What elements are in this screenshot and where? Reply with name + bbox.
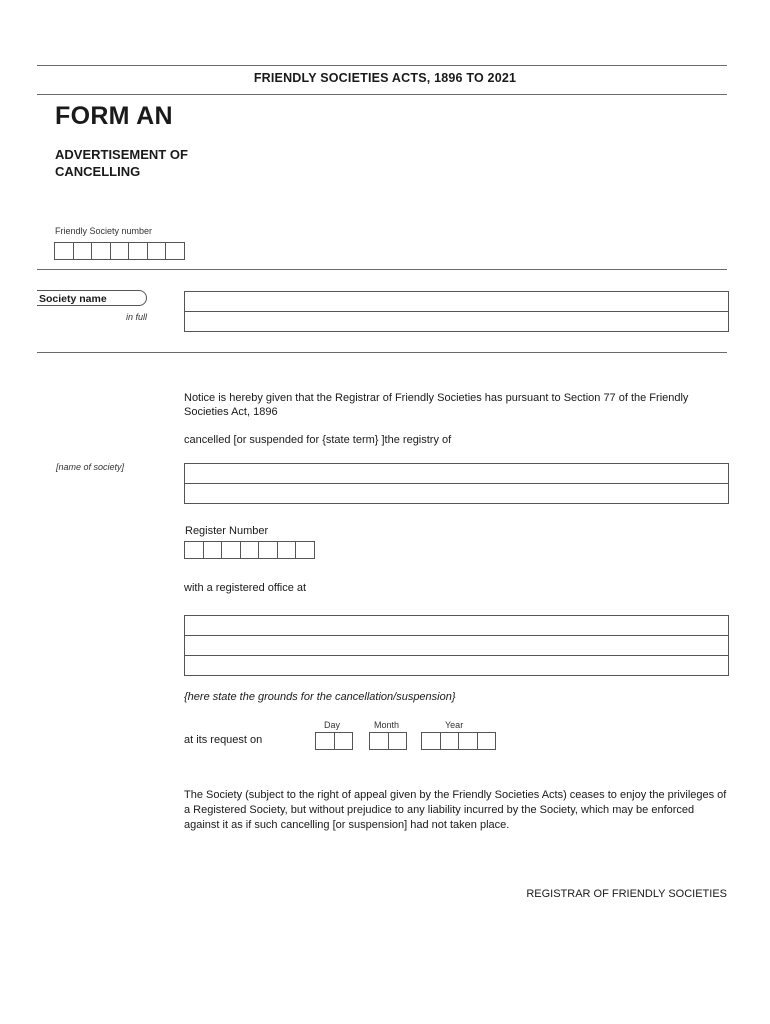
digit-box[interactable]: [296, 542, 314, 558]
form-title: FORM AN: [55, 102, 173, 130]
grounds-instruction: {here state the grounds for the cancellation/suspension}: [184, 691, 456, 703]
section-rule-1: [37, 269, 727, 270]
section-rule-2: [37, 352, 727, 353]
digit-box[interactable]: [335, 733, 353, 749]
society-name-label: Society name: [37, 290, 147, 306]
register-number-label: Register Number: [185, 525, 269, 537]
digit-box[interactable]: [222, 542, 241, 558]
month-label: Month: [374, 720, 400, 730]
month-boxes[interactable]: [369, 732, 407, 750]
registered-office-line-3[interactable]: [185, 656, 728, 675]
digit-box[interactable]: [441, 733, 460, 749]
digit-box[interactable]: [316, 733, 335, 749]
digit-box[interactable]: [241, 542, 260, 558]
society-name-field[interactable]: [184, 291, 729, 332]
digit-box[interactable]: [204, 542, 223, 558]
closing-paragraph: The Society (subject to the right of appeal given by the Friendly Societies Acts) ceases to enjoy the privileges of a Registered Society, but without prejudice to any liability incurred by the Society, which may be enforced against it as if such cancelling [or suspension] had not taken place.: [184, 789, 727, 831]
name-of-society-line-2[interactable]: [185, 484, 728, 503]
name-of-society-line-1[interactable]: [185, 464, 728, 484]
request-date-label: at its request on: [184, 734, 263, 746]
notice-paragraph: Notice is hereby given that the Registrar of Friendly Societies has pursuant to Section 77 of the Friendly Societies Act, 1896: [184, 392, 689, 418]
cancelled-line: cancelled [or suspended for {state term} ]the registry of: [184, 434, 452, 446]
registrar-signature: REGISTRAR OF FRIENDLY SOCIETIES: [526, 888, 727, 900]
digit-box[interactable]: [111, 243, 130, 259]
name-of-society-field[interactable]: [184, 463, 729, 504]
digit-box[interactable]: [55, 243, 74, 259]
digit-box[interactable]: [148, 243, 167, 259]
registered-office-field[interactable]: [184, 615, 729, 676]
acts-title: FRIENDLY SOCIETIES ACTS, 1896 TO 2021: [253, 71, 517, 85]
day-label: Day: [324, 720, 341, 730]
digit-box[interactable]: [389, 733, 407, 749]
form-subtitle: ADVERTISEMENT OF CANCELLING: [55, 147, 188, 179]
year-label: Year: [445, 720, 464, 730]
society-number-label: Friendly Society number: [55, 226, 153, 236]
society-name-line-1[interactable]: [185, 292, 728, 312]
day-boxes[interactable]: [315, 732, 353, 750]
year-boxes[interactable]: [421, 732, 496, 750]
digit-box[interactable]: [129, 243, 148, 259]
register-number-boxes[interactable]: [184, 541, 315, 559]
registered-office-line-2[interactable]: [185, 636, 728, 656]
name-of-society-label: [name of society]: [56, 462, 125, 472]
header-rule: [37, 94, 727, 95]
digit-box[interactable]: [370, 733, 389, 749]
registered-office-line-1[interactable]: [185, 616, 728, 636]
digit-box[interactable]: [422, 733, 441, 749]
digit-box[interactable]: [459, 733, 478, 749]
society-name-line-2[interactable]: [185, 312, 728, 331]
digit-box[interactable]: [74, 243, 93, 259]
digit-box[interactable]: [166, 243, 184, 259]
digit-box[interactable]: [185, 542, 204, 558]
digit-box[interactable]: [478, 733, 496, 749]
digit-box[interactable]: [259, 542, 278, 558]
society-number-boxes[interactable]: [54, 242, 185, 260]
society-name-hint: in full: [126, 312, 148, 322]
top-rule: [37, 65, 727, 66]
digit-box[interactable]: [92, 243, 111, 259]
digit-box[interactable]: [278, 542, 297, 558]
registered-office-label: with a registered office at: [184, 582, 307, 594]
